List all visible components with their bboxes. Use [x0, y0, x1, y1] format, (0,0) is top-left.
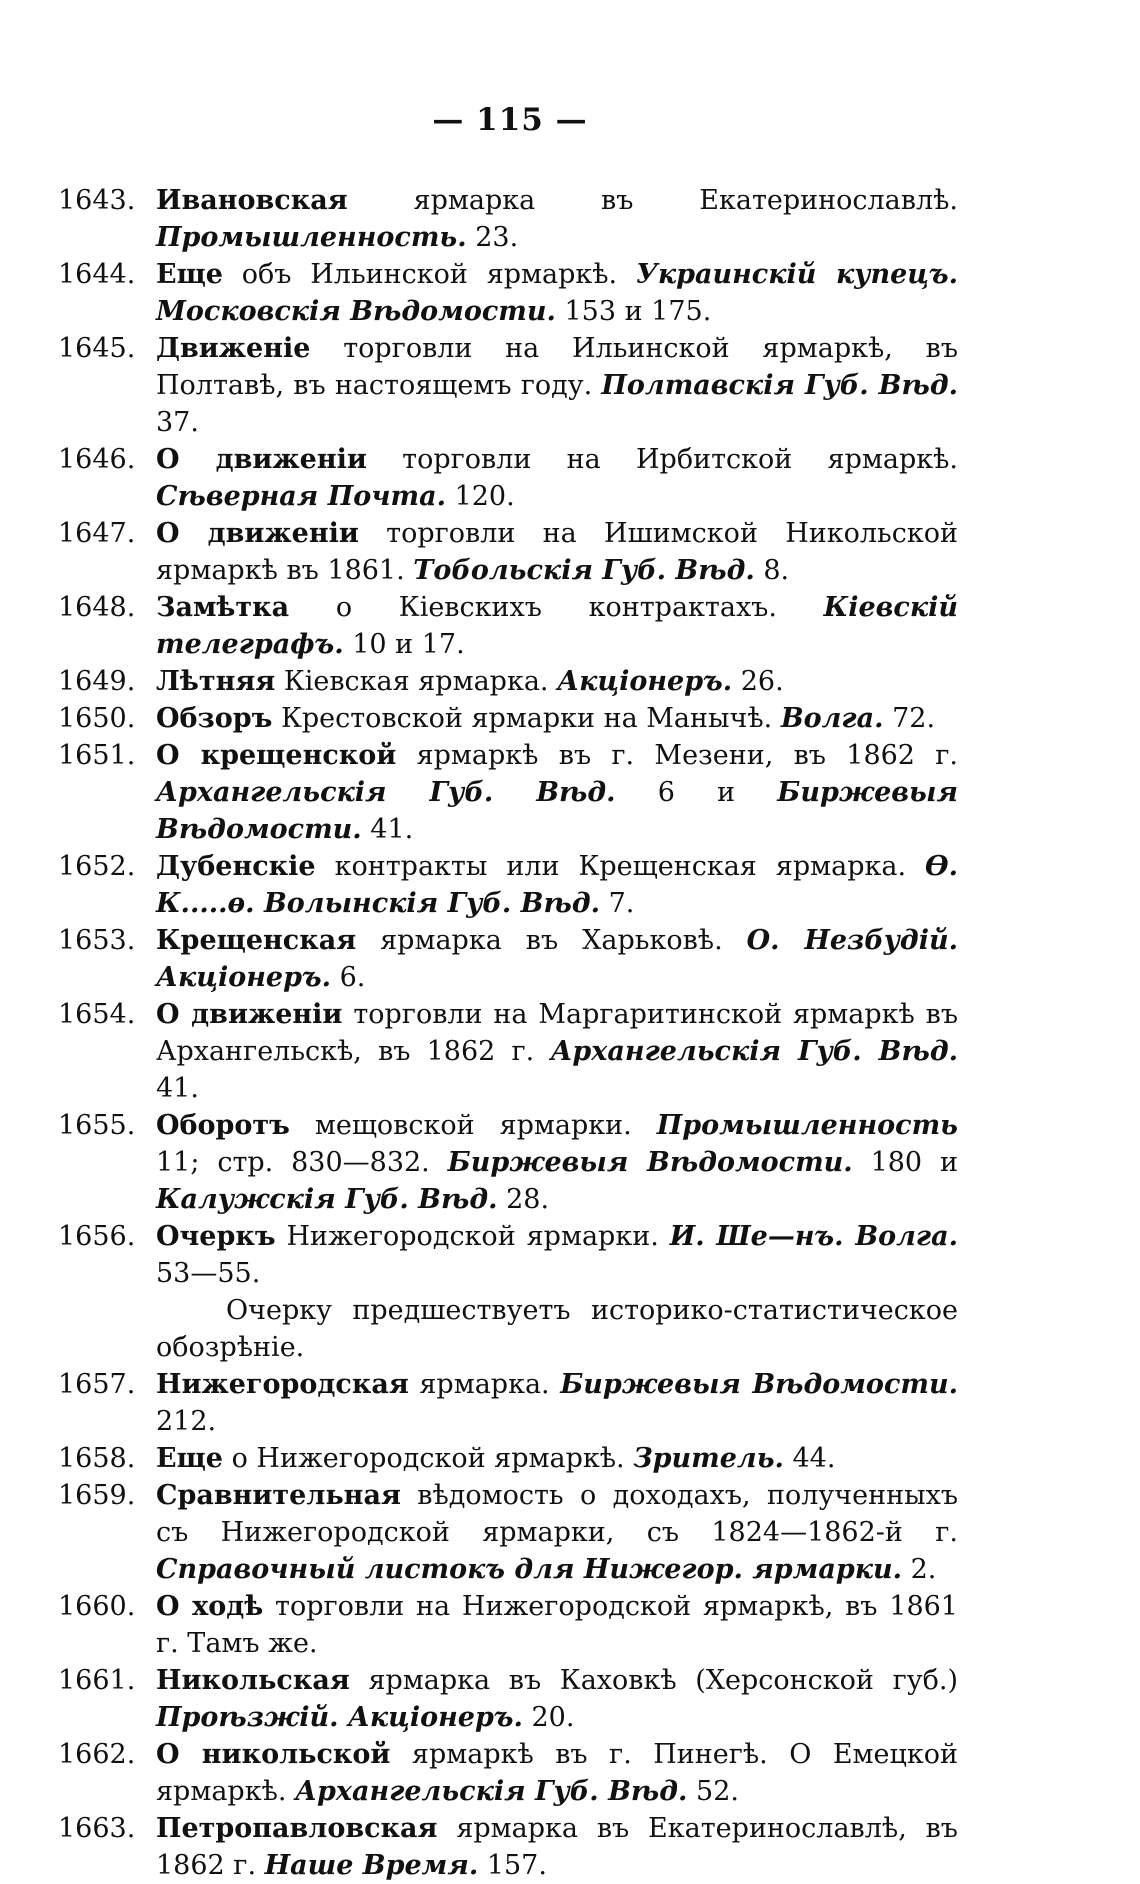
- entry-number: 1663.: [58, 1813, 136, 1844]
- entry-headword: Сравнительная: [156, 1480, 401, 1511]
- entry-text: торговли на Ильинской ярмаркѣ, въ Полтавѣ, въ настоящемъ году.: [156, 333, 958, 401]
- entry-source: Зритель.: [633, 1443, 784, 1474]
- entry-text: торговли на Маргаритинской ярмаркѣ въ Архангельскѣ, въ 1862 г.: [156, 999, 958, 1067]
- entry-ref: 23.: [475, 222, 519, 253]
- entry-source: Тобольскія Губ. Вѣд.: [413, 555, 755, 586]
- entry-ref: 52.: [696, 1776, 739, 1807]
- entry: [58, 330, 958, 441]
- entry: [58, 1477, 958, 1588]
- entry: [58, 589, 958, 663]
- entry-headword: Еще: [156, 1443, 223, 1474]
- entry-text: ярмарка въ Екатеринославлѣ, въ 1862 г.: [156, 1813, 958, 1881]
- entry: [58, 1810, 958, 1884]
- entry-text: ярмарка въ Каховкѣ (Херсонской губ.): [368, 1665, 958, 1696]
- entry-headword: Движеніе: [156, 333, 311, 364]
- entry-ref: 2.: [910, 1554, 937, 1585]
- entry-text: ярмарка.: [419, 1369, 550, 1400]
- entry-source: Промышленность: [656, 1110, 958, 1141]
- entry-headword: О ходѣ: [156, 1591, 264, 1622]
- entry-headword: Очеркъ: [156, 1221, 276, 1252]
- entry-ref: 153 и 175.: [564, 296, 712, 327]
- entry-headword: О никольской: [156, 1739, 391, 1770]
- entry-number: 1661.: [58, 1665, 136, 1696]
- entry-text: вѣдомость о доходахъ, полученныхъ съ Нижегородской ярмарки, съ 1824—1862-й г.: [156, 1480, 958, 1548]
- entry: [58, 663, 958, 700]
- entry-text: о Кіевскихъ контрактахъ.: [335, 592, 777, 623]
- entry-headword: Лѣтняя: [156, 666, 276, 697]
- entry-ref: 6.: [339, 962, 366, 993]
- entry-text: объ Ильинской ярмаркѣ.: [241, 259, 618, 290]
- entry-number: 1651.: [58, 740, 136, 771]
- entry: [58, 1588, 958, 1662]
- entry-number: 1649.: [58, 666, 136, 697]
- entry-headword: О движеніи: [156, 444, 367, 475]
- entry-text: ярмаркѣ въ г. Пинегѣ. О Емецкой ярмаркѣ.: [156, 1739, 958, 1807]
- entry-text: о Нижегородской ярмаркѣ.: [231, 1443, 625, 1474]
- entry-text: Кіевская ярмарка.: [283, 666, 549, 697]
- entry-number: 1657.: [58, 1369, 136, 1400]
- entry-number: 1644.: [58, 259, 136, 290]
- entry: [58, 1662, 958, 1736]
- entry-text: контракты или Крещенская ярмарка.: [334, 851, 907, 882]
- entry-note: Очерку предшествуетъ историко-статистическое обозрѣніе.: [156, 1295, 958, 1363]
- entry-headword: О крещенской: [156, 740, 397, 771]
- entry-headword: Крещенская: [156, 925, 357, 956]
- entry-headword: Дубенскіе: [156, 851, 316, 882]
- entry: [58, 441, 958, 515]
- entry-source: Наше Время.: [264, 1850, 479, 1881]
- entry-headword: О движеніи: [156, 999, 343, 1030]
- entry-number: 1647.: [58, 518, 136, 549]
- entry-source: Кіевскій телеграфъ.: [156, 592, 958, 660]
- entry-source: Биржевыя Вѣдомости.: [447, 1147, 853, 1178]
- entry-ref: 11; стр. 830—832.: [156, 1147, 430, 1178]
- entry-headword: Еще: [156, 259, 223, 290]
- entry-number: 1645.: [58, 333, 136, 364]
- entry: [58, 996, 958, 1107]
- entry: [58, 1218, 958, 1366]
- entry-source: Биржевыя Вѣдомости.: [560, 1369, 958, 1400]
- entry-ref: 41.: [370, 814, 414, 845]
- entry: [58, 737, 958, 848]
- entry-source: Архангельскія Губ. Вѣд.: [295, 1776, 688, 1807]
- entry-source: Ѳ. К.....ѳ. Волынскія Губ. Вѣд.: [156, 851, 958, 919]
- entry-headword: Петропавловская: [156, 1813, 438, 1844]
- entry-headword: Оборотъ: [156, 1110, 290, 1141]
- entry-source: Полтавскія Губ. Вѣд.: [601, 370, 958, 401]
- entry-number: 1659.: [58, 1480, 136, 1511]
- entry-source: Проѣзжій. Акціонеръ.: [156, 1702, 523, 1733]
- entry-source: Волга.: [780, 703, 884, 734]
- entry-text: Крестовской ярмарки на Манычѣ.: [280, 703, 773, 734]
- entry-headword: Ивановская: [156, 185, 348, 216]
- entry-number: 1655.: [58, 1110, 136, 1141]
- entry-ref: 180 и: [870, 1147, 958, 1178]
- entry-text: торговли на Ирбитской ярмаркѣ.: [402, 444, 958, 475]
- entry-source: И. Ше—нъ. Волга.: [669, 1221, 958, 1252]
- entry-ref: 53—55.: [156, 1258, 261, 1289]
- entry: [58, 256, 958, 330]
- entry-ref: 44.: [792, 1443, 836, 1474]
- entry-source: Биржевыя Вѣдомости.: [156, 777, 959, 845]
- entry-ref: 26.: [740, 666, 784, 697]
- entry-text: ярмарка въ Харьковѣ.: [380, 925, 723, 956]
- entry-source: Архангельскія Губ. Вѣд.: [156, 777, 616, 808]
- entry-text: торговли на Нижегородской ярмаркѣ, въ 1861 г. Тамъ же.: [156, 1591, 958, 1659]
- entry-source: О. Незбудій. Акціонеръ.: [156, 925, 958, 993]
- entry-text: Нижегородской ярмарки.: [286, 1221, 659, 1252]
- entry-ref: 120.: [454, 481, 515, 512]
- entry-source: Украинскій купецъ. Московскія Вѣдомости.: [156, 259, 958, 327]
- entry-ref: 28.: [506, 1184, 550, 1215]
- entry-number: 1656.: [58, 1221, 136, 1252]
- entry-number: 1654.: [58, 999, 136, 1030]
- entry-ref: 7.: [608, 888, 635, 919]
- page-number: — 115 —: [432, 102, 588, 138]
- entry-headword: Никольская: [156, 1665, 350, 1696]
- entry-ref: 20.: [531, 1702, 575, 1733]
- entry: [58, 1440, 958, 1477]
- entry-ref: 212.: [156, 1406, 217, 1437]
- entry-number: 1648.: [58, 592, 136, 623]
- entry-ref: 8.: [763, 555, 790, 586]
- entry-ref: 6 и: [657, 777, 736, 808]
- entry-text: ярмаркѣ въ г. Мезени, въ 1862 г.: [416, 740, 958, 771]
- entry-ref: 72.: [892, 703, 936, 734]
- entry-ref: 10 и 17.: [352, 629, 465, 660]
- entry: [58, 922, 958, 996]
- entry-number: 1650.: [58, 703, 136, 734]
- entry-headword: Нижегородская: [156, 1369, 409, 1400]
- entry-source: Промышленность.: [156, 222, 467, 253]
- entry-headword: О движеніи: [156, 518, 359, 549]
- entry: [58, 1107, 958, 1218]
- entry-source: Архангельскія Губ. Вѣд.: [550, 1036, 958, 1067]
- entry: [58, 700, 958, 737]
- entry-number: 1658.: [58, 1443, 136, 1474]
- entry: [58, 848, 958, 922]
- entry-number: 1646.: [58, 444, 136, 475]
- entry: [58, 1366, 958, 1440]
- entry-headword: Замѣтка: [156, 592, 290, 623]
- entry-number: 1652.: [58, 851, 136, 882]
- entry-ref: 157.: [486, 1850, 547, 1881]
- entry-text: мещовской ярмарки.: [314, 1110, 632, 1141]
- entry-ref: 41.: [156, 1073, 199, 1104]
- entry-list: [58, 182, 958, 1884]
- entry-number: 1653.: [58, 925, 136, 956]
- entry-source: Акціонеръ.: [557, 666, 733, 697]
- entry-number: 1643.: [58, 185, 136, 216]
- entry-text: торговли на Ишимской Никольской ярмаркѣ въ 1861.: [156, 518, 958, 586]
- entry-source: Калужскія Губ. Вѣд.: [156, 1184, 498, 1215]
- entry-number: 1662.: [58, 1739, 136, 1770]
- entry-headword: Обзоръ: [156, 703, 273, 734]
- entry: [58, 515, 958, 589]
- entry-source: Сѣверная Почта.: [156, 481, 446, 512]
- entry-number: 1660.: [58, 1591, 136, 1622]
- entry-source: Справочный листокъ для Нижегор. ярмарки.: [156, 1554, 903, 1585]
- entry-text: ярмарка въ Екатеринославлѣ.: [413, 185, 958, 216]
- entry: [58, 182, 958, 256]
- entry: [58, 1736, 958, 1810]
- entry-ref: 37.: [156, 407, 199, 438]
